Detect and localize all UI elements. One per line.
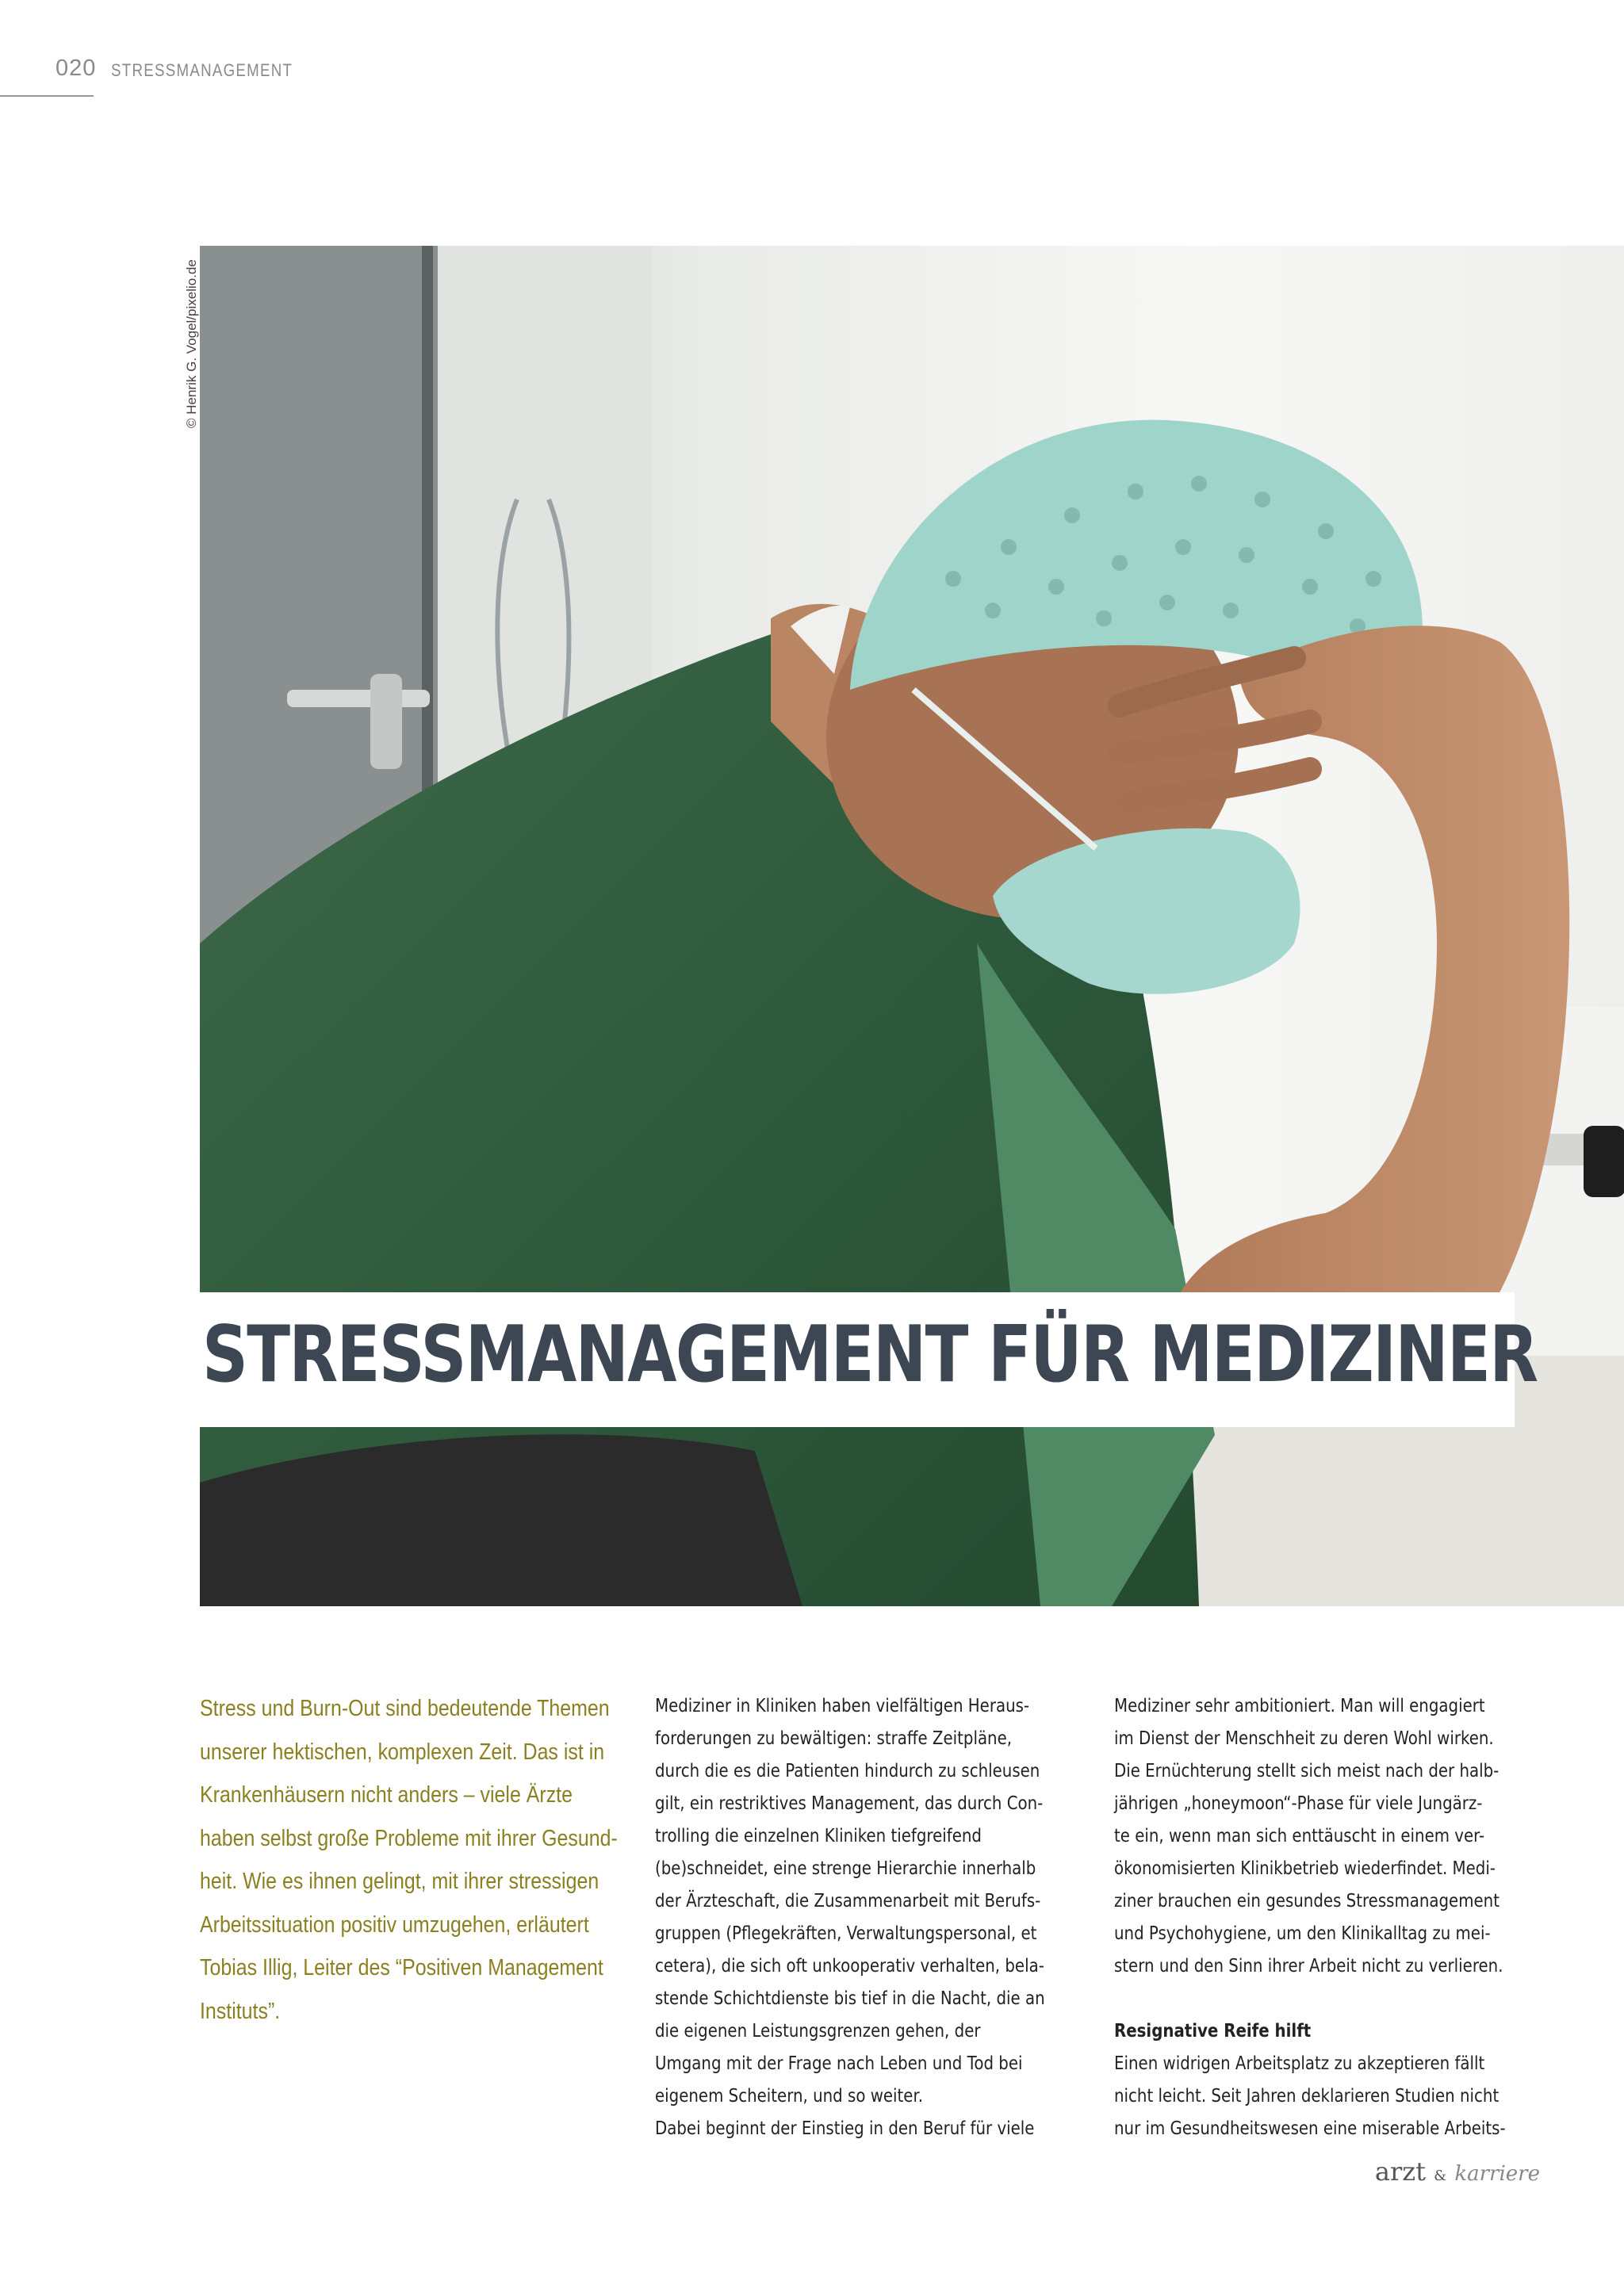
body-line: Umgang mit der Frage nach Leben und Tod bei (655, 2053, 1023, 2074)
header-divider (0, 95, 94, 97)
body-line: forderungen zu bewältigen: straffe Zeitpläne, (655, 1728, 1013, 1749)
body-line: und Psychohygiene, um den Klinikalltag zu mei- (1114, 1923, 1491, 1944)
body-line: stern und den Sinn ihrer Arbeit nicht zu verlieren. (1114, 1956, 1503, 1976)
body-line: die eigenen Leistungsgrenzen gehen, der (655, 2021, 981, 2042)
body-line: cetera), die sich oft unkooperativ verhalten, bela- (655, 1956, 1044, 1976)
lead-line: unserer hektischen, komplexen Zeit. Das ist in (200, 1739, 605, 1765)
body-column-2 (655, 1690, 1083, 2145)
logo-karriere: karriere (1454, 2162, 1540, 2186)
body-line: Einen widrigen Arbeitsplatz zu akzeptieren fällt (1114, 2053, 1485, 2074)
lead-line: Arbeitssituation positiv umzugehen, erläutert (200, 1911, 589, 1938)
body-line: (be)schneidet, eine strenge Hierarchie innerhalb (655, 1858, 1036, 1879)
body-line: durch die es die Patienten hindurch zu schleusen (655, 1761, 1040, 1781)
lead-line: heit. Wie es ihnen gelingt, mit ihrer stressigen (200, 1869, 599, 1894)
lead-paragraph (200, 1687, 618, 2033)
article-headline: STRESSMANAGEMENT FÜR MEDIZINER (202, 1310, 1538, 1400)
body-line: im Dienst der Menschheit zu deren Wohl wirken. (1114, 1728, 1494, 1749)
body-line: jährigen „honeymoon“-Phase für viele Jungärz- (1114, 1793, 1483, 1814)
body-line: nur im Gesundheitswesen eine miserable Arbeits- (1114, 2118, 1506, 2139)
lead-line: Tobias Illig, Leiter des “Positiven Management (200, 1955, 603, 1980)
lead-line: Instituts”. (200, 1998, 281, 2024)
body-line: der Ärzteschaft, die Zusammenarbeit mit Berufs- (655, 1891, 1041, 1911)
lead-line: Krankenhäusern nicht anders – viele Ärzte (200, 1782, 573, 1808)
body-line: gruppen (Pflegekräften, Verwaltungspersonal, et (655, 1923, 1037, 1944)
body-line: ökonomisierten Klinikbetrieb wiederfindet. Medi- (1114, 1858, 1496, 1879)
body-line: Mediziner sehr ambitioniert. Man will engagiert (1114, 1696, 1485, 1716)
magazine-logo (1375, 2156, 1540, 2187)
logo-arzt: arzt (1374, 2156, 1426, 2187)
lead-line: Stress und Burn-Out sind bedeutende Themen (200, 1696, 610, 1721)
photo-credit: © Henrik G. Vogel/pixelio.de (184, 259, 199, 428)
section-subheading: Resignative Reife hilft (1114, 2021, 1312, 2042)
paragraph-gap (1114, 1983, 1542, 2015)
body-line: gilt, ein restriktives Management, das durch Con- (655, 1793, 1044, 1814)
body-line: Mediziner in Kliniken haben vielfältigen Heraus- (655, 1696, 1030, 1716)
body-line: Die Ernüchterung stellt sich meist nach der halb- (1114, 1761, 1500, 1781)
page-number: 020 (56, 55, 97, 81)
body-column-3 (1114, 1690, 1542, 2145)
body-line: stende Schichtdienste bis tief in die Nacht, die an (655, 1988, 1045, 2009)
body-line: Dabei beginnt der Einstieg in den Beruf für viele (655, 2118, 1035, 2139)
body-line: nicht leicht. Seit Jahren deklarieren Studien nicht (1114, 2086, 1500, 2107)
section-label: STRESSMANAGEMENT (111, 60, 293, 80)
body-line: te ein, wenn man sich enttäuscht in einem ver- (1114, 1826, 1485, 1846)
lead-line: haben selbst große Probleme mit ihrer Gesund- (200, 1825, 618, 1851)
body-line: trolling die einzelnen Kliniken tiefgreifend (655, 1826, 982, 1846)
body-line: ziner brauchen ein gesundes Stressmanagement (1114, 1891, 1500, 1911)
logo-ampersand: & (1434, 2168, 1447, 2184)
body-line: eigenem Scheitern, und so weiter. (655, 2086, 924, 2107)
